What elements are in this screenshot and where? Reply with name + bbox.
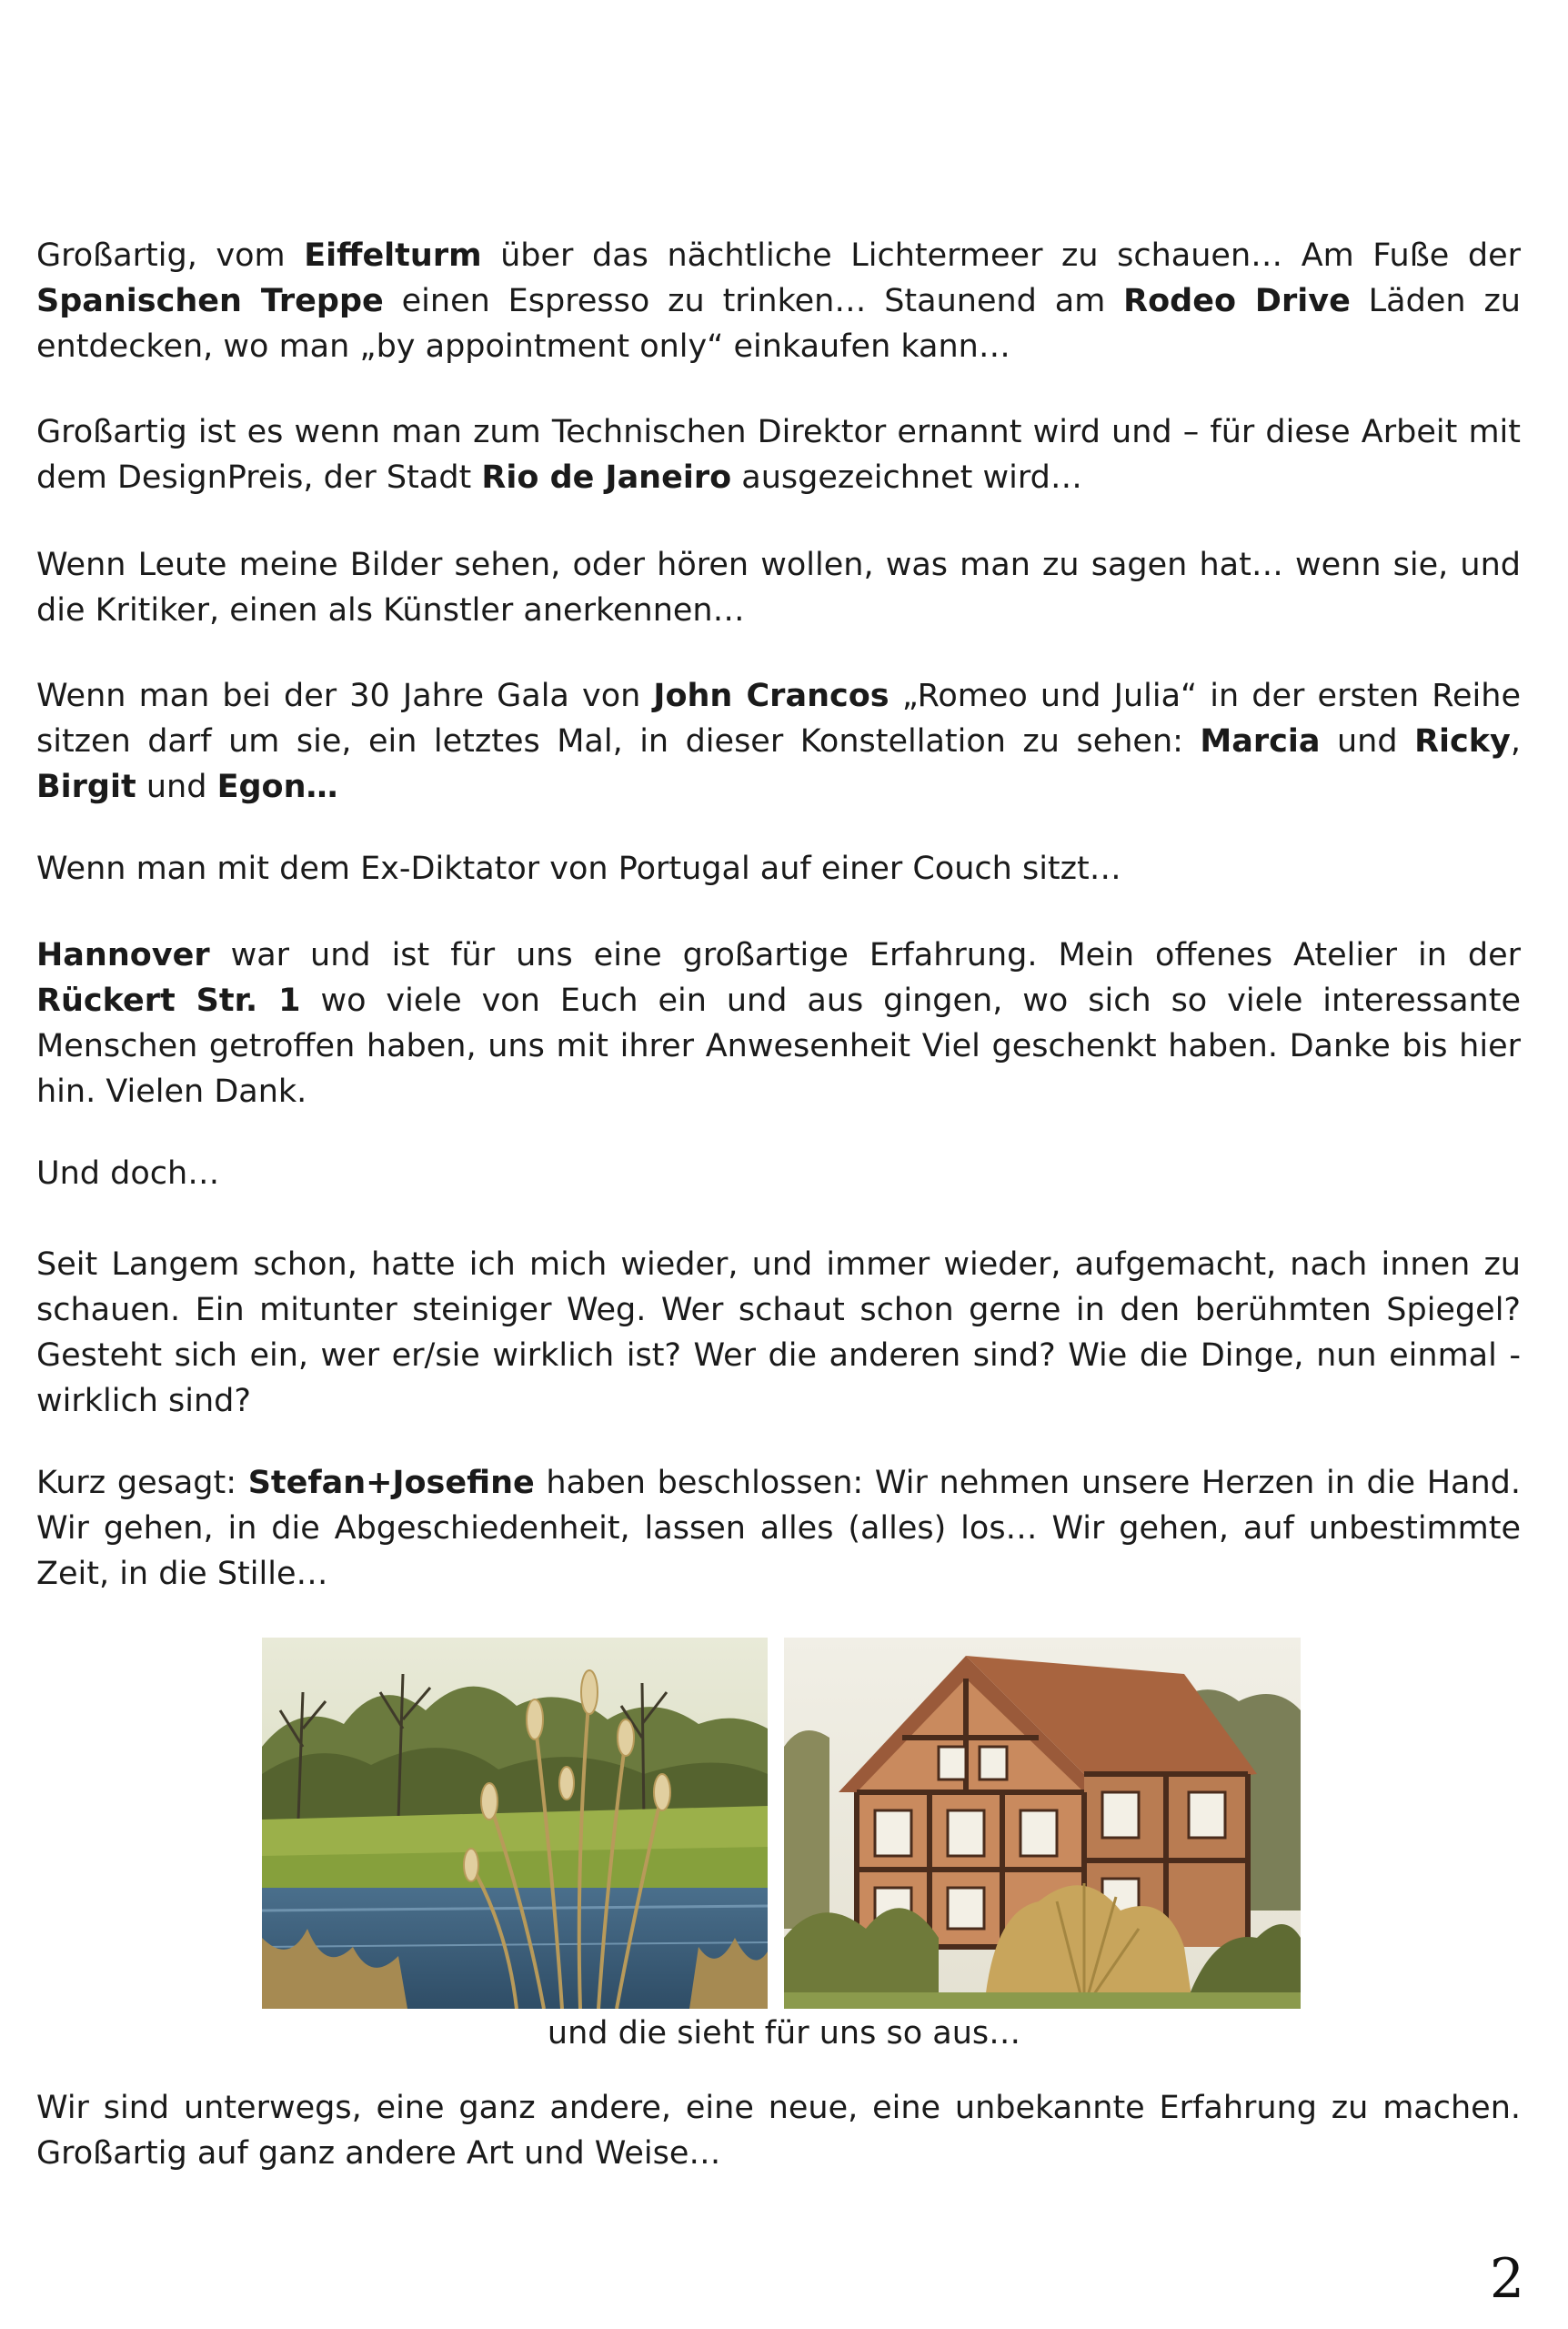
paragraph-gala: [36, 673, 1521, 810]
bold-text: Eiffelturm: [304, 237, 482, 274]
text-run: Und doch…: [36, 1155, 220, 1192]
text-run: Seit Langem schon, hatte ich mich wieder, und immer wieder, aufgemacht, nach innen zu schauen. Ein mitunter steiniger Weg. Wer schaut schon gerne in den berühmten Spiegel? Gesteht sich ein, wer er/sie wirklich ist? Wer die anderen sind? Wie die Dinge, nun einmal - wirklich sind?: [36, 1246, 1521, 1419]
text-run: und: [1320, 723, 1415, 760]
paragraph-mirror: [36, 1242, 1521, 1424]
text-run: ,: [1510, 723, 1521, 760]
text-run: Kurz gesagt:: [36, 1465, 248, 1501]
paragraph-eiffel: [36, 233, 1521, 369]
bold-text: Rio de Janeiro: [481, 459, 732, 496]
text-run: Wenn man mit dem Ex-Diktator von Portugal auf einer Couch sitzt…: [36, 851, 1121, 887]
bold-text: Ricky: [1414, 723, 1511, 760]
pond-photo: [262, 1638, 768, 2009]
text-run: Läden zu entdecken, wo man „by appointment only“ einkaufen kann…: [36, 283, 1521, 365]
paragraph-pictures: [36, 542, 1521, 633]
text-run: einen Espresso zu trinken… Staunend am: [383, 283, 1124, 319]
text-run: haben beschlossen: Wir nehmen unsere Herzen in die Hand. Wir gehen, in die Abgeschiedenheit, lassen alles (alles) los… Wir gehen, auf unbestimmte Zeit, in die Stille…: [36, 1465, 1521, 1592]
text-run: ausgezeichnet wird…: [731, 459, 1082, 496]
paragraph-und-doch: [36, 1151, 1521, 1196]
bold-text: John Crancos: [653, 678, 890, 714]
paragraph-director: [36, 409, 1521, 500]
text-run: Wenn Leute meine Bilder sehen, oder hören wollen, was man zu sagen hat… wenn sie, und die Kritiker, einen als Künstler anerkennen…: [36, 547, 1521, 629]
text-run: Wenn man bei der 30 Jahre Gala von: [36, 678, 654, 714]
bold-text: Stefan+Josefine: [247, 1465, 535, 1501]
photo-caption: und die sieht für uns so aus…: [547, 2015, 1021, 2052]
bold-text: Egon…: [216, 769, 338, 805]
text-run: wo viele von Euch ein und aus gingen, wo sich so viele interessante Menschen getroffen haben, uns mit ihrer Anwesenheit Viel geschenkt haben. Danke bis hier hin. Vielen Dank.: [36, 983, 1521, 1110]
paragraph-closing: [36, 2085, 1521, 2176]
bold-text: Rückert Str. 1: [36, 983, 301, 1019]
bold-text: Hannover: [36, 937, 210, 973]
paragraph-dictator: [36, 846, 1521, 892]
text-run: über das nächtliche Lichtermeer zu schauen… Am Fuße der: [481, 237, 1521, 274]
text-run: war und ist für uns eine großartige Erfahrung. Mein offenes Atelier in der: [209, 937, 1521, 973]
paragraph-hannover: [36, 933, 1521, 1114]
text-run: „Romeo und Julia“ in der ersten Reihe sitzen darf um sie, ein letztes Mal, in dieser Konstellation zu sehen:: [36, 678, 1521, 760]
text-run: Großartig ist es wenn man zum Technischen Direktor ernannt wird und – für diese Arbeit mit dem DesignPreis, der Stadt: [36, 414, 1521, 496]
bold-text: Birgit: [36, 769, 136, 805]
bold-text: Spanischen Treppe: [36, 283, 384, 319]
paragraph-decision: [36, 1460, 1521, 1597]
page-number: 2: [1489, 2247, 1524, 2311]
text-run: Großartig, vom: [36, 237, 305, 274]
text-run: Wir sind unterwegs, eine ganz andere, eine neue, eine unbekannte Erfahrung zu machen. Großartig auf ganz andere Art und Weise…: [36, 2090, 1521, 2172]
text-run: und: [136, 769, 217, 805]
house-photo: [784, 1638, 1301, 2009]
bold-text: Marcia: [1200, 723, 1321, 760]
bold-text: Rodeo Drive: [1123, 283, 1351, 319]
